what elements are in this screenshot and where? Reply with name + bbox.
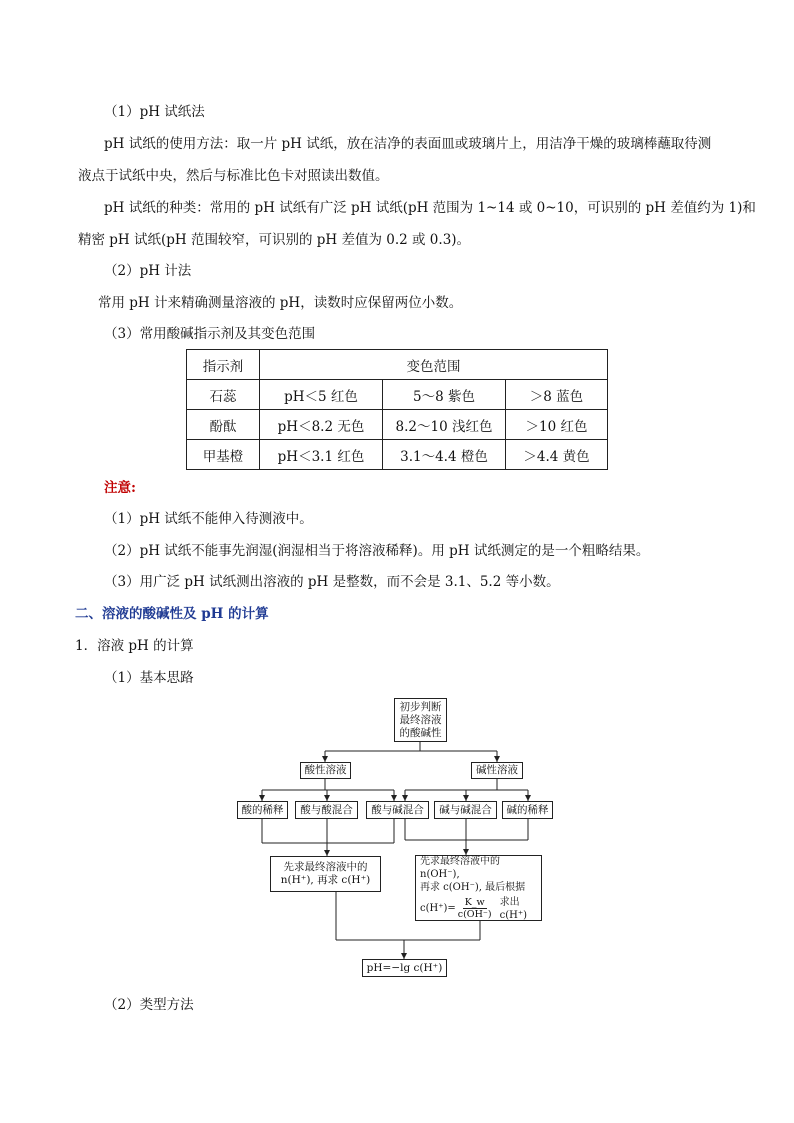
- table-cell: 8.2～10 浅红色: [383, 410, 506, 440]
- note-item: （1）pH 试纸不能伸入待测液中。: [104, 511, 313, 527]
- flow-acid-acid-box: 酸与酸混合: [295, 801, 358, 819]
- flow-start-line: 的酸碱性: [399, 726, 442, 739]
- table-cell: pH＜3.1 红色: [260, 440, 383, 470]
- flow-start-line: 最终溶液: [399, 713, 442, 726]
- table-header-cell: 指示剂: [187, 350, 260, 380]
- subsection-3-title: （3）常用酸碱指示剂及其变色范围: [104, 326, 316, 342]
- note-title: 注意:: [104, 480, 136, 496]
- table-cell: 甲基橙: [187, 440, 260, 470]
- paragraph-line: 常用 pH 计来精确测量溶液的 pH，读数时应保留两位小数。: [98, 295, 463, 311]
- flow-final-box: pH=−lg c(H⁺): [362, 959, 447, 977]
- formula-lhs: c(H⁺)=: [420, 903, 456, 914]
- fraction-denominator: c(OH⁻): [457, 909, 492, 920]
- note-item: （3）用广泛 pH 试纸测出溶液的 pH 是整数，而不会是 3.1、5.2 等小数。: [104, 574, 560, 590]
- flow-base-box: 碱性溶液: [471, 762, 523, 779]
- type-methods-title: （2）类型方法: [104, 997, 194, 1013]
- table-cell: 3.1～4.4 橙色: [383, 440, 506, 470]
- flow-right-method-box: [415, 855, 542, 921]
- table-cell: 酚酞: [187, 410, 260, 440]
- section-2-heading: 二、溶液的酸碱性及 pH 的计算: [75, 606, 269, 622]
- table-header-cell: 变色范围: [260, 350, 608, 380]
- table-cell: pH＜5 红色: [260, 380, 383, 410]
- kw-fraction: [458, 897, 492, 920]
- flow-acid-base-box: 酸与碱混合: [366, 801, 429, 819]
- table-cell: pH＜8.2 无色: [260, 410, 383, 440]
- subsection-1-title: （1）pH 试纸法: [104, 104, 205, 120]
- flow-base-dilution-box: 碱的稀释: [502, 801, 553, 819]
- flow-acid-box: 酸性溶液: [300, 762, 351, 779]
- table-cell: 石蕊: [187, 380, 260, 410]
- paragraph-line: 精密 pH 试纸(pH 范围较窄，可识别的 pH 差值为 0.2 或 0.3)。: [78, 232, 471, 248]
- table-cell: ＞10 红色: [506, 410, 608, 440]
- flow-base-base-box: 碱与碱混合: [434, 801, 497, 819]
- flow-left-method-box: [270, 856, 381, 892]
- flow-start-line: 初步判断: [399, 700, 442, 713]
- flow-right-line: 再求 c(OH⁻), 最后根据: [420, 881, 526, 893]
- flow-left-line: n(H⁺), 再求 c(H⁺): [280, 874, 371, 886]
- formula-rhs: 求出 c(H⁺): [499, 896, 528, 921]
- paragraph-line: pH 试纸的使用方法：取一片 pH 试纸，放在洁净的表面皿或玻璃片上，用洁净干燥的玻璃棒蘸取待测: [104, 136, 712, 152]
- flow-right-line: 先求最终溶液中的 n(OH⁻),: [420, 855, 500, 880]
- flow-start-box: [394, 698, 447, 742]
- table-cell: ＞8 蓝色: [506, 380, 608, 410]
- note-item: （2）pH 试纸不能事先润湿(润湿相当于将溶液稀释)。用 pH 试纸测定的是一个粗略结果。: [104, 543, 650, 559]
- flow-left-line: 先求最终溶液中的: [283, 861, 368, 873]
- basic-idea-title: （1）基本思路: [104, 670, 194, 686]
- subsection-2-title: （2）pH 计法: [104, 263, 192, 279]
- fraction-numerator: K_w: [464, 897, 485, 908]
- section-2-subheading: 1．溶液 pH 的计算: [75, 638, 194, 654]
- flow-acid-dilution-box: 酸的稀释: [237, 801, 288, 819]
- flow-right-formula: [420, 896, 541, 922]
- table-cell: ＞4.4 黄色: [506, 440, 608, 470]
- table-cell: 5～8 紫色: [383, 380, 506, 410]
- paragraph-line: pH 试纸的种类：常用的 pH 试纸有广泛 pH 试纸(pH 范围为 1~14 或 0~10，可识别的 pH 差值约为 1)和: [104, 200, 756, 216]
- paragraph-line: 液点于试纸中央，然后与标准比色卡对照读出数值。: [78, 168, 389, 184]
